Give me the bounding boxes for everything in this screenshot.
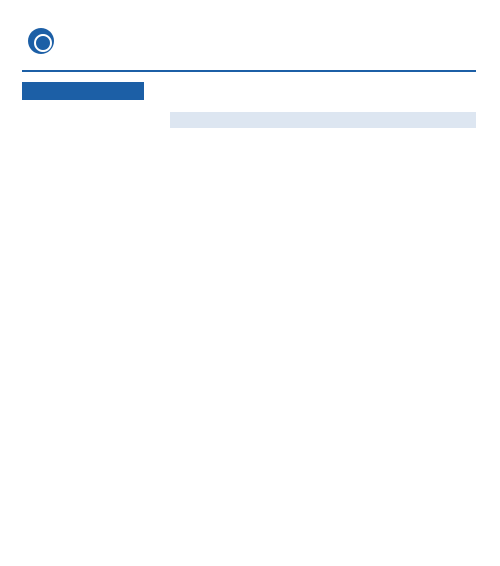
market-performance-chart xyxy=(22,122,162,218)
rating-bar xyxy=(22,82,144,100)
haitong-logo-icon xyxy=(28,28,54,54)
investment-highlights-header xyxy=(170,112,476,128)
header-divider xyxy=(22,70,476,72)
report-header xyxy=(0,0,500,74)
